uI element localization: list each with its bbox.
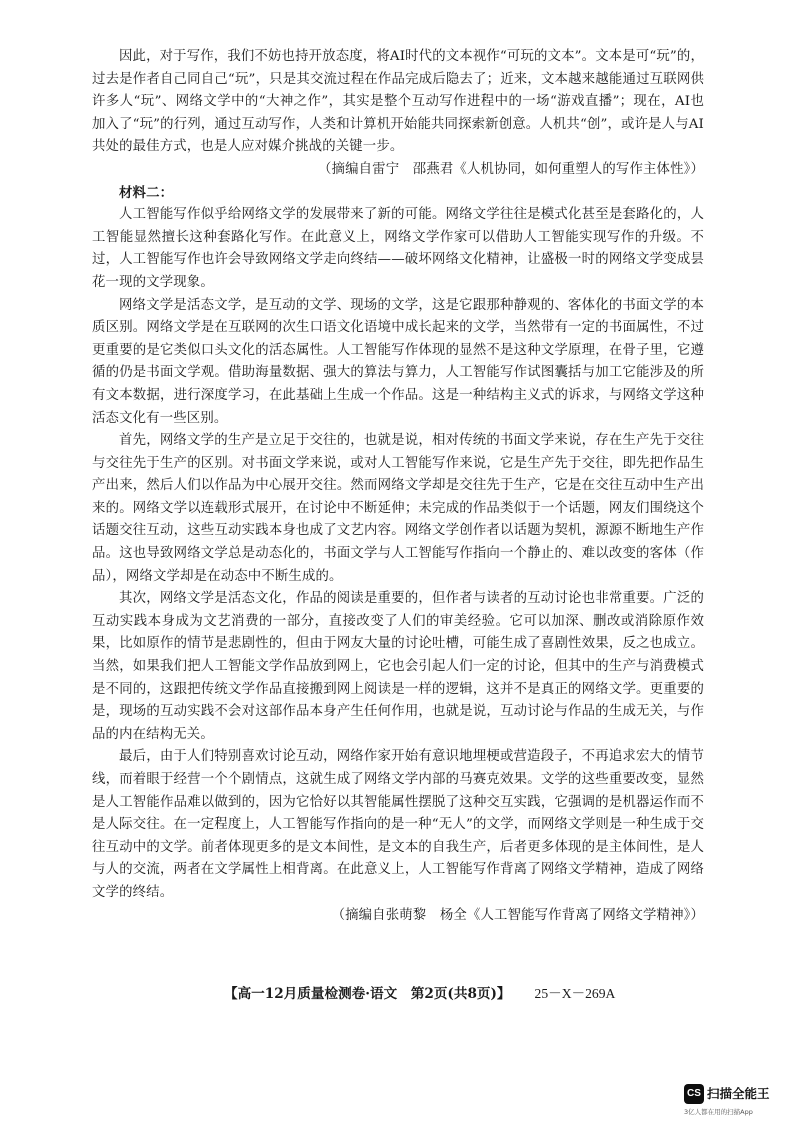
paragraph-4: 首先，网络文学的生产是立足于交往的，也就是说，相对传统的书面文学来说，存在生产先于交往与交往先于生产的区别。对书面文学来说，或对人工智能写作来说，它是生产先于交往，即先把作品生产出来，然后人们以作品为中心展开交往。然而网络文学却是交往先于生产，它是在交往互动中生产出来的。网络文学以连载形式展开，在讨论中不断延伸；未完成的作品类似于一个话题，网友们围绕这个话题交往互动，这些互动实践本身也成了文艺内容。网络文学创作者以话题为契机，源源不断地生产作品。这也导致网络文学总是动态化的，书面文学与人工智能写作指向一个静止的、难以改变的客体（作品），网络文学却是在动态中不断生成的。 [92,433,704,584]
paragraph-1: 因此，对于写作，我们不妨也持开放态度，将AI时代的文本视作“可玩的文本”。文本是可“玩”的，过去是作者自己同自己“玩”，只是其交流过程在作品完成后隐去了；近来，文本越来越能通过互联网供许多人“玩”、网络文学中的“大神之作”，其实是整个互动写作进程中的一场“游戏直播”；现在，AI也加入了“玩”的行列，通过互动写作，人类和计算机开始能共同探索新创意。人机共“创”，或许是人与AI共处的最佳方式，也是人应对媒介挑战的关键一步。 [92,49,704,155]
section-heading-material-2: 材料二： [119,184,174,201]
footer-code: 25－X－269A [534,986,616,1001]
watermark-subtitle: 3亿人都在用的扫描App [684,1108,753,1116]
paragraph-6: 最后，由于人们特别喜欢讨论互动，网络作家开始有意识地埋梗或营造段子，不再追求宏大的情节线，而着眼于经营一个个剧情点，这就生成了网络文学内部的马赛克效果。文学的这些重要改变，显然是人工智能作品难以做到的，因为它恰好以其智能属性摆脱了这种交互实践，它强调的是机器运作而不是人际交往。在一定程度上，人工智能写作指向的是一种“无人”的文学，而网络文学则是一种生成于交往互动中的文学。前者体现更多的是文本间性，是文本的自我生产，后者更多体现的是主体间性，是人与人的交流，两者在文学属性上相背离。在此意义上，人工智能写作背离了网络文学精神，造成了网络文学的终结。 [92,749,704,900]
paragraph-3: 网络文学是活态文学，是互动的文学、现场的文学，这是它跟那种静观的、客体化的书面文学的本质区别。网络文学是在互联网的次生口语文化语境中成长起来的文学，当然带有一定的书面属性，不过更重要的是它类似口头文化的活态属性。人工智能写作体现的显然不是这种文学原理，在骨子里，它遵循的仍是书面文学观。借助海量数据、强大的算法与算力，人工智能写作试图囊括与加工它能涉及的所有文本数据，进行深度学习，在此基础上生成一个作品。这是一种结构主义式的诉求，与网络文学这种活态文化有一些区别。 [92,297,704,426]
paragraph-2: 人工智能写作似乎给网络文学的发展带来了新的可能。网络文学往往是模式化甚至是套路化的，人工智能显然擅长这种套路化写作。在此意义上，网络文学作家可以借助人工智能实现写作的升级。不过，人工智能写作也许会导致网络文学走向终结——破坏网络文化精神，让盛极一时的网络文学变成昙花一现的文学现象。 [92,207,704,290]
document-body [92,46,704,927]
paragraph-5: 其次，网络文学是活态文化，作品的阅读是重要的，但作者与读者的互动讨论也非常重要。广泛的互动实践本身成为文艺消费的一部分，直接改变了人们的审美经验。它可以加深、删改或消除原作效果，比如原作的情节是悲剧性的，但由于网友大量的讨论吐槽，可能生成了喜剧性效果，反之也成立。当然，如果我们把人工智能文学作品放到网上，它也会引起人们一定的讨论，但其中的生产与消费模式是不同的，这跟把传统文学作品直接搬到网上阅读是一样的逻辑，这并不是真正的网络文学。更重要的是，现场的互动实践不会对这部作品本身产生任何作用，也就是说，互动讨论与作品的生成无关，与作品的内在结构无关。 [92,591,704,742]
scanner-watermark [684,1082,790,1120]
source-citation-1: （摘编自雷宁 邵燕君《人机协同，如何重塑人的写作主体性》） [318,161,704,177]
watermark-name: 扫描全能王 [707,1086,770,1101]
footer-label: 【高一12月质量检测卷·语文 第2页(共8页)】 [224,986,511,1002]
camscanner-logo-icon: CS [684,1084,704,1104]
source-citation-2: （摘编自张萌黎 杨全《人工智能写作背离了网络文学精神》） [331,907,704,923]
page-footer [224,982,615,1002]
